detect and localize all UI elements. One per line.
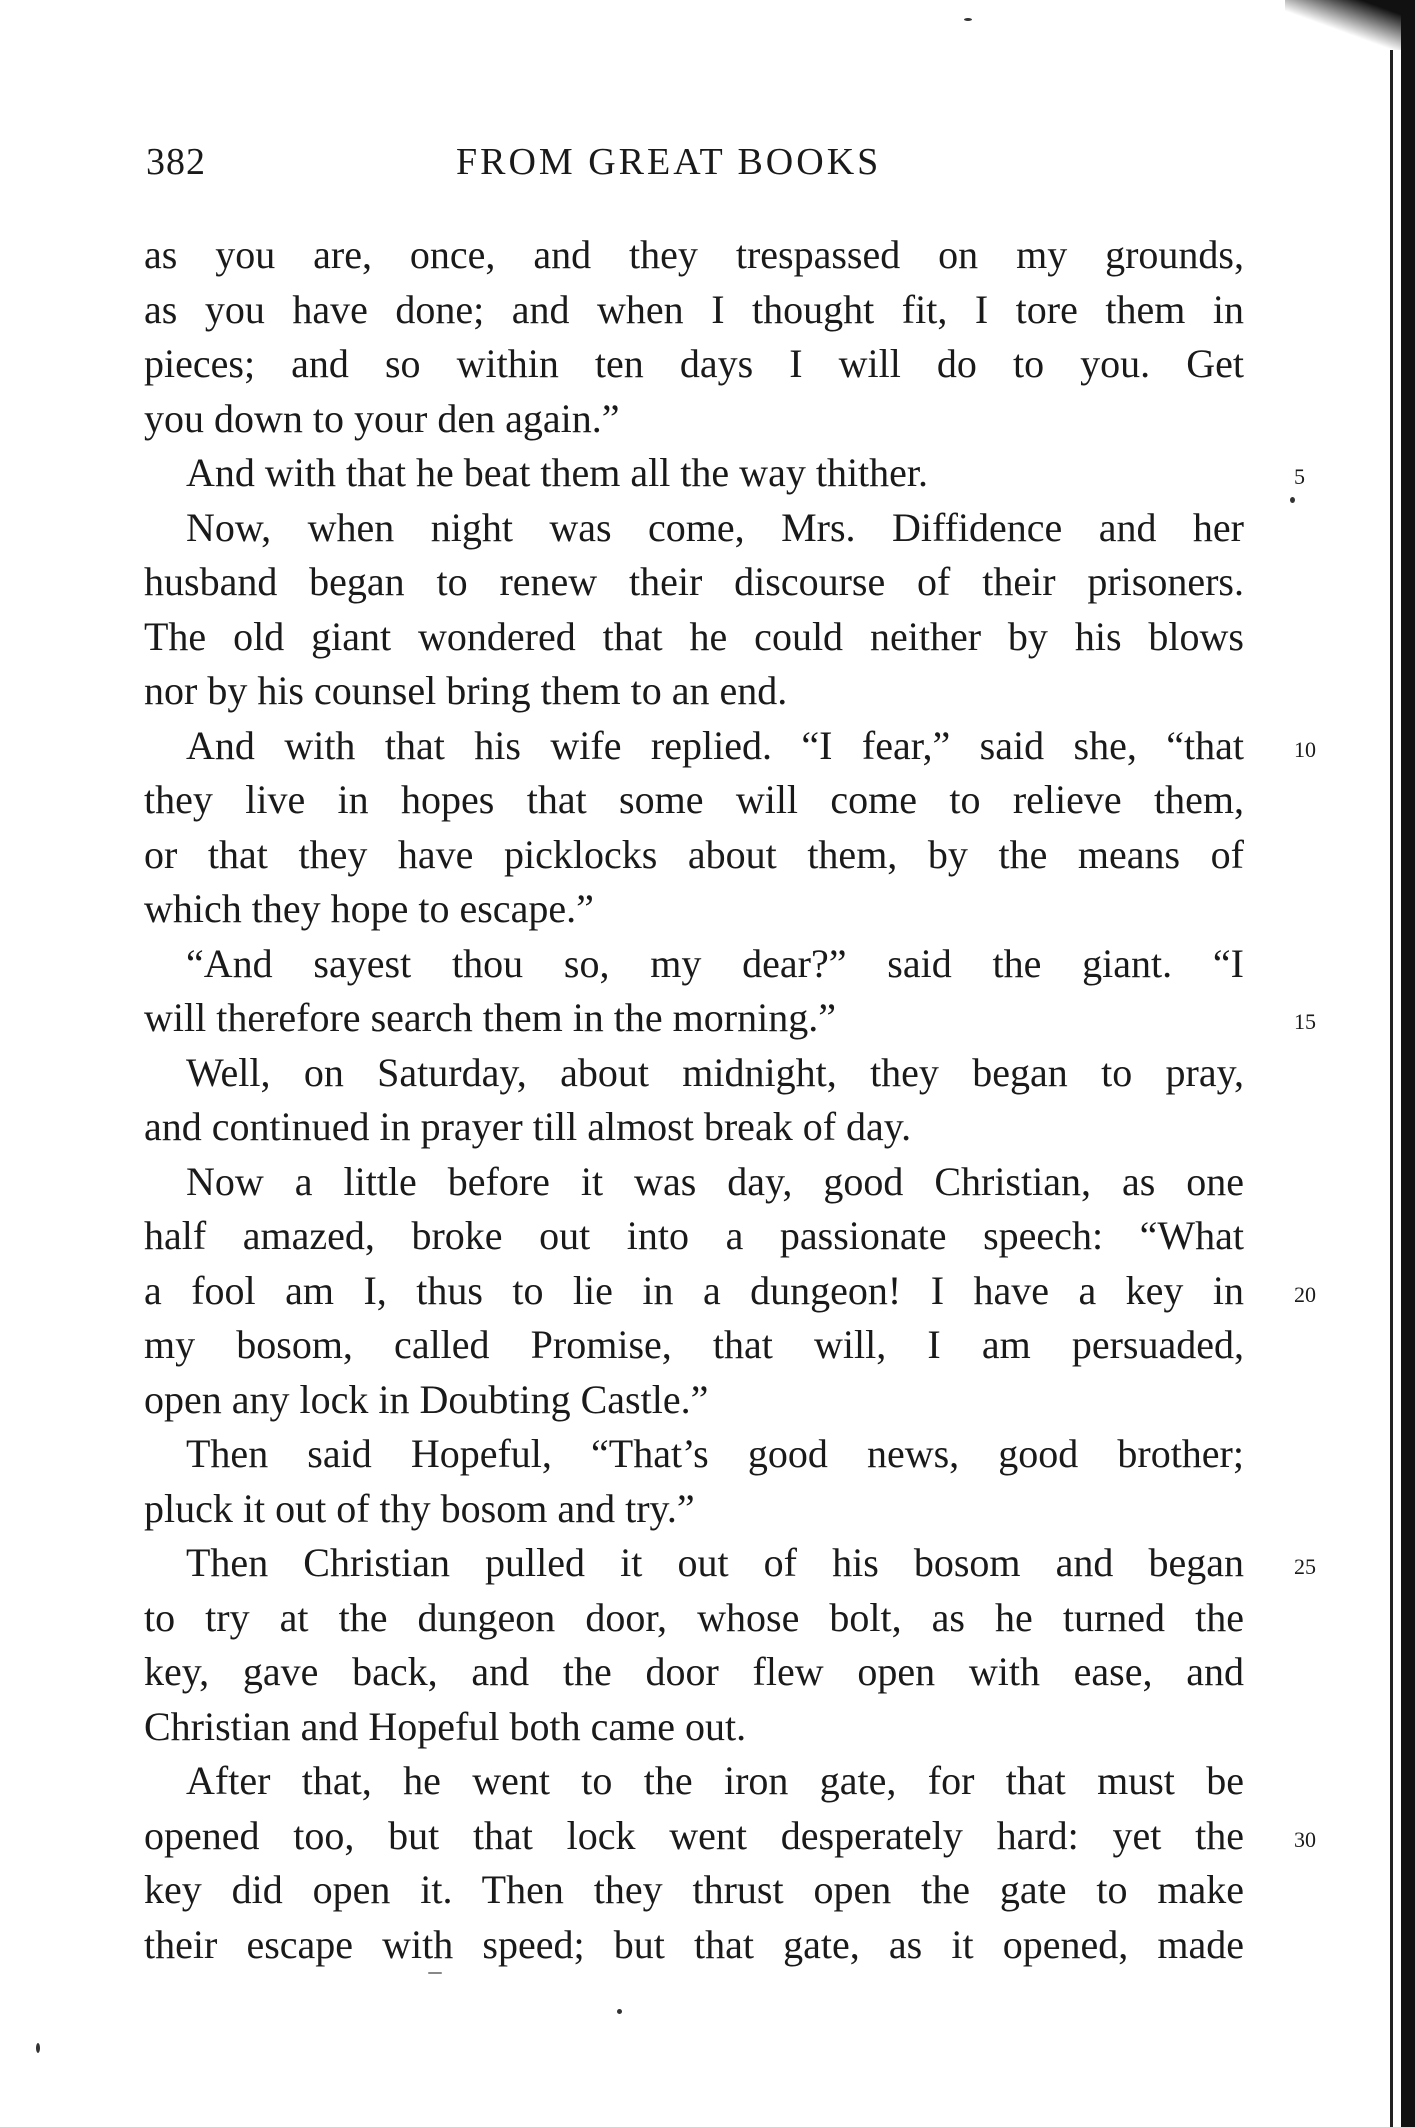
text-line-content: will therefore search them in the morning.”	[144, 995, 836, 1040]
text-line	[144, 1754, 1244, 1809]
text-line-content: as you have done; and when I thought fit, I tore them in	[144, 286, 1244, 332]
text-line-content: key, gave back, and the door flew open with ease, and	[144, 1649, 1244, 1694]
text-line	[144, 773, 1244, 828]
text-line-content: and continued in prayer till almost break of day.	[144, 1104, 912, 1149]
line-number: 30	[1294, 1826, 1316, 1852]
page-edge-shadow	[1285, 0, 1415, 50]
line-number: 20	[1294, 1281, 1316, 1307]
ink-speck	[1290, 497, 1295, 503]
line-number: 15	[1294, 1009, 1316, 1034]
text-line	[144, 555, 1244, 610]
text-line	[144, 664, 1244, 719]
text-line	[144, 283, 1244, 338]
text-line-content: they live in hopes that some will come to relieve them,	[144, 777, 1244, 822]
text-line-content: nor by his counsel bring them to an end.	[144, 668, 788, 713]
text-line	[144, 1209, 1244, 1264]
text-line-content: After that, he went to the iron gate, for that must be	[186, 1758, 1244, 1803]
line-number: 25	[1294, 1554, 1316, 1579]
text-line-content: Well, on Saturday, about midnight, they began to pray,	[186, 1049, 1244, 1095]
text-line-content: half amazed, broke out into a passionate speech: “What	[144, 1213, 1244, 1258]
page-number: 382	[146, 141, 206, 183]
text-line	[144, 1046, 1244, 1101]
running-head	[146, 140, 1246, 200]
text-line-content: or that they have picklocks about them, by the means of	[144, 831, 1244, 877]
text-line-content: Then said Hopeful, “That’s good news, good brother;	[186, 1431, 1244, 1476]
text-line-content: open any lock in Doubting Castle.”	[144, 1376, 709, 1422]
text-line-content: their escape with speed; but that gate, as it opened, made	[144, 1921, 1244, 1967]
text-line-content: Now a little before it was day, good Christian, as one	[186, 1158, 1244, 1204]
text-line-content: opened too, but that lock went desperately hard: yet the	[144, 1812, 1244, 1858]
text-line	[144, 1318, 1244, 1373]
line-number: 10	[1294, 736, 1316, 762]
text-line-content: Christian and Hopeful both came out.	[144, 1703, 747, 1749]
text-line-content: Now, when night was come, Mrs. Diffidence and her	[186, 504, 1244, 550]
text-line-content: key did open it. Then they thrust open the gate to make	[144, 1867, 1244, 1912]
text-line	[144, 882, 1244, 937]
ink-speck	[617, 2009, 622, 2014]
text-line-content: to try at the dungeon door, whose bolt, as he turned the	[144, 1594, 1244, 1640]
text-line-content: The old giant wondered that he could neither by his blows	[144, 613, 1244, 659]
ink-speck	[428, 1972, 442, 1974]
text-line-content: And with that his wife replied. “I fear,” said she, “that	[186, 722, 1244, 768]
text-line	[144, 937, 1244, 992]
text-line	[144, 719, 1316, 774]
text-line	[144, 1482, 1244, 1537]
page-edge-thick	[1401, 0, 1415, 2127]
text-line	[144, 1700, 1244, 1755]
text-line-content: you down to your den again.”	[144, 395, 620, 441]
text-line	[144, 1155, 1244, 1210]
text-line	[144, 501, 1244, 556]
text-line	[144, 1918, 1244, 1973]
text-line	[144, 392, 1244, 447]
text-line-content: Then Christian pulled it out of his bosom and began	[186, 1540, 1244, 1585]
page-edge-thin	[1390, 50, 1393, 2127]
text-line	[144, 1863, 1244, 1918]
text-line	[144, 1645, 1244, 1700]
line-number: 5	[1294, 464, 1305, 489]
text-line	[144, 228, 1244, 283]
text-line	[144, 1536, 1316, 1591]
text-line-content: which they hope to escape.”	[144, 886, 594, 931]
text-line-content: pieces; and so within ten days I will do to you. Get	[144, 341, 1244, 386]
text-line	[144, 1373, 1244, 1428]
text-line-content: pluck it out of thy bosom and try.”	[144, 1485, 695, 1531]
text-line	[144, 1591, 1244, 1646]
ink-speck	[36, 2043, 40, 2053]
text-line	[144, 1809, 1316, 1864]
ink-speck	[964, 18, 972, 21]
text-line	[144, 337, 1244, 392]
text-line	[144, 991, 1316, 1046]
text-line	[144, 446, 1305, 501]
text-line	[144, 828, 1244, 883]
text-line	[144, 1100, 1244, 1155]
text-line-content: husband began to renew their discourse of their prisoners.	[144, 559, 1244, 604]
text-line-content: as you are, once, and they trespassed on my grounds,	[144, 232, 1244, 277]
text-line-content: “And sayest thou so, my dear?” said the giant. “I	[186, 940, 1244, 986]
text-line	[144, 610, 1244, 665]
text-line-content: And with that he beat them all the way thither.	[186, 450, 929, 495]
text-line-content: a fool am I, thus to lie in a dungeon! I have a key in	[144, 1267, 1244, 1313]
body-text	[144, 228, 1316, 1972]
text-line-content: my bosom, called Promise, that will, I am persuaded,	[144, 1322, 1244, 1367]
text-line	[144, 1427, 1244, 1482]
text-line	[144, 1264, 1316, 1319]
running-title: FROM GREAT BOOKS	[456, 141, 882, 183]
